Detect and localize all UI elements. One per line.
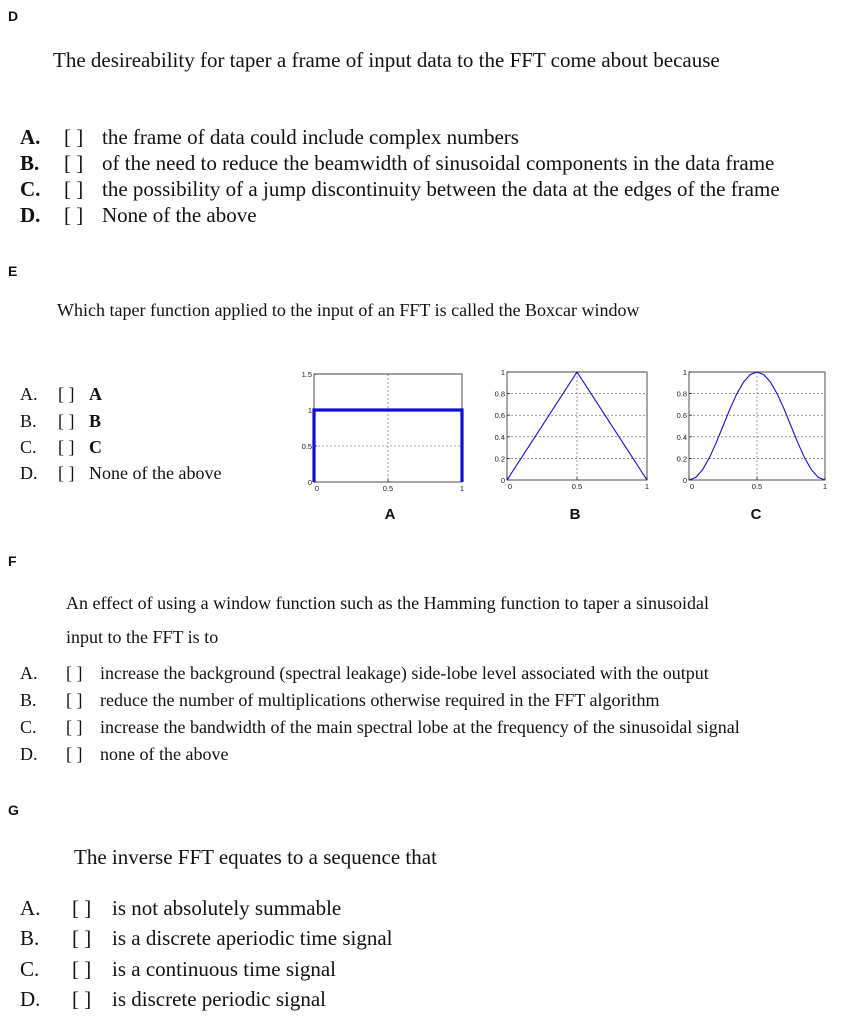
option-letter: D. xyxy=(20,203,41,227)
question-e-text: Which taper function applied to the input of an FFT is called the Boxcar window xyxy=(57,300,640,320)
option-f-a[interactable] xyxy=(20,663,709,684)
option-e-d[interactable] xyxy=(20,463,221,484)
y-tick-label: 0.4 xyxy=(494,432,505,442)
y-tick-label: 0.8 xyxy=(676,389,687,399)
option-text: None of the above xyxy=(102,203,257,227)
y-tick-label: 1 xyxy=(682,368,687,377)
question-f-text-line1: An effect of using a window function such as the Hamming function to taper a sinusoidal xyxy=(66,593,710,613)
y-tick-label: 0.6 xyxy=(676,411,687,421)
checkbox[interactable]: [ ] xyxy=(72,957,92,981)
checkbox[interactable]: [ ] xyxy=(64,177,84,201)
option-letter: B. xyxy=(20,690,37,710)
option-text: is not absolutely summable xyxy=(112,896,342,920)
x-tick-label: 0 xyxy=(507,482,513,491)
option-g-b[interactable] xyxy=(20,926,393,951)
checkbox[interactable]: [ ] xyxy=(72,896,92,920)
question-label-f: F xyxy=(8,553,17,569)
x-tick-label: 0.5 xyxy=(382,484,394,493)
question-label-e: E xyxy=(8,263,18,279)
x-tick-label: 0.5 xyxy=(571,482,583,491)
option-text: of the need to reduce the beamwidth of sinusoidal components in the data frame xyxy=(102,151,775,175)
question-label-g: G xyxy=(8,802,19,818)
checkbox[interactable]: [ ] xyxy=(64,203,84,227)
y-tick-label: 0 xyxy=(307,478,312,487)
option-text: increase the bandwidth of the main spectral lobe at the frequency of the sinusoidal signal xyxy=(100,717,740,737)
option-text: increase the background (spectral leakage) side-lobe level associated with the output xyxy=(100,663,709,683)
option-f-d[interactable] xyxy=(20,744,228,765)
option-e-b[interactable] xyxy=(20,411,101,432)
option-d-c[interactable] xyxy=(20,177,780,202)
option-f-b[interactable] xyxy=(20,690,660,711)
option-letter: D. xyxy=(20,744,38,764)
option-letter: C. xyxy=(20,957,40,981)
checkbox[interactable]: [ ] xyxy=(64,125,84,149)
chart-b-svg xyxy=(485,366,660,500)
chart-caption-c: C xyxy=(750,506,762,523)
question-label-d: D xyxy=(8,8,19,24)
checkbox[interactable]: [ ] xyxy=(72,926,92,950)
chart-a-svg xyxy=(290,368,475,500)
option-letter: D. xyxy=(20,463,38,483)
y-tick-label: 0 xyxy=(682,476,687,485)
chart-c-svg xyxy=(665,366,845,500)
option-letter: B. xyxy=(20,411,37,431)
option-e-c[interactable] xyxy=(20,437,102,458)
question-g-text: The inverse FFT equates to a sequence that xyxy=(74,845,437,869)
checkbox[interactable]: [ ] xyxy=(72,987,92,1011)
x-tick-label: 1 xyxy=(459,484,465,493)
option-text: the frame of data could include complex numbers xyxy=(102,125,519,149)
x-tick-label: 0.5 xyxy=(751,482,763,491)
question-d-text: The desireability for taper a frame of input data to the FFT come about because xyxy=(53,48,720,72)
option-d-a[interactable] xyxy=(20,125,519,150)
x-tick-label: 1 xyxy=(822,482,828,491)
option-letter: A. xyxy=(20,125,41,149)
x-tick-label: 0 xyxy=(689,482,695,491)
option-letter: C. xyxy=(20,177,41,201)
y-tick-label: 0.5 xyxy=(301,442,312,451)
window-chart-b xyxy=(485,366,660,500)
y-tick-label: 0.4 xyxy=(676,432,687,442)
checkbox[interactable]: [ ] xyxy=(58,411,75,431)
option-letter: B. xyxy=(20,151,40,175)
option-text: reduce the number of multiplications otherwise required in the FFT algorithm xyxy=(100,690,660,710)
y-tick-label: 0.2 xyxy=(676,454,687,464)
option-letter: A. xyxy=(20,384,38,404)
option-g-c[interactable] xyxy=(20,957,336,982)
option-text: is a continuous time signal xyxy=(112,957,336,981)
y-tick-label: 1.5 xyxy=(301,370,312,379)
option-text: is discrete periodic signal xyxy=(112,987,327,1011)
x-tick-label: 1 xyxy=(644,482,650,491)
y-tick-label: 1 xyxy=(500,368,505,377)
checkbox[interactable]: [ ] xyxy=(66,690,83,710)
y-tick-label: 0.8 xyxy=(494,389,505,399)
option-text: None of the above xyxy=(89,463,222,483)
option-letter: D. xyxy=(20,987,41,1011)
y-tick-label: 0.2 xyxy=(494,454,505,464)
option-text: A xyxy=(89,384,102,404)
option-letter: C. xyxy=(20,717,37,737)
checkbox[interactable]: [ ] xyxy=(66,744,83,764)
option-text: none of the above xyxy=(100,744,229,764)
checkbox[interactable]: [ ] xyxy=(58,384,75,404)
option-e-a[interactable] xyxy=(20,384,102,405)
checkbox[interactable]: [ ] xyxy=(66,663,83,683)
option-letter: B. xyxy=(20,926,40,950)
y-tick-label: 1 xyxy=(307,406,312,415)
y-tick-label: 0 xyxy=(500,476,505,485)
window-chart-c xyxy=(665,366,845,500)
option-f-c[interactable] xyxy=(20,717,740,738)
x-tick-label: 0 xyxy=(314,484,320,493)
y-tick-label: 0.6 xyxy=(494,411,505,421)
checkbox[interactable]: [ ] xyxy=(58,463,75,483)
option-text: is a discrete aperiodic time signal xyxy=(112,926,393,950)
checkbox[interactable]: [ ] xyxy=(58,437,75,457)
chart-caption-a: A xyxy=(384,506,396,523)
option-text: C xyxy=(89,437,102,457)
option-g-d[interactable] xyxy=(20,987,326,1012)
question-f-text-line2: input to the FFT is to xyxy=(66,627,219,647)
option-text: the possibility of a jump discontinuity between the data at the edges of the frame xyxy=(102,177,780,201)
checkbox[interactable]: [ ] xyxy=(64,151,84,175)
option-letter: C. xyxy=(20,437,37,457)
option-letter: A. xyxy=(20,896,41,920)
checkbox[interactable]: [ ] xyxy=(66,717,83,737)
chart-caption-b: B xyxy=(569,506,581,523)
option-d-b[interactable] xyxy=(20,151,774,176)
window-chart-a xyxy=(290,368,475,500)
option-text: B xyxy=(89,411,102,431)
option-letter: A. xyxy=(20,663,38,683)
option-d-d[interactable] xyxy=(20,203,257,228)
option-g-a[interactable] xyxy=(20,896,341,921)
